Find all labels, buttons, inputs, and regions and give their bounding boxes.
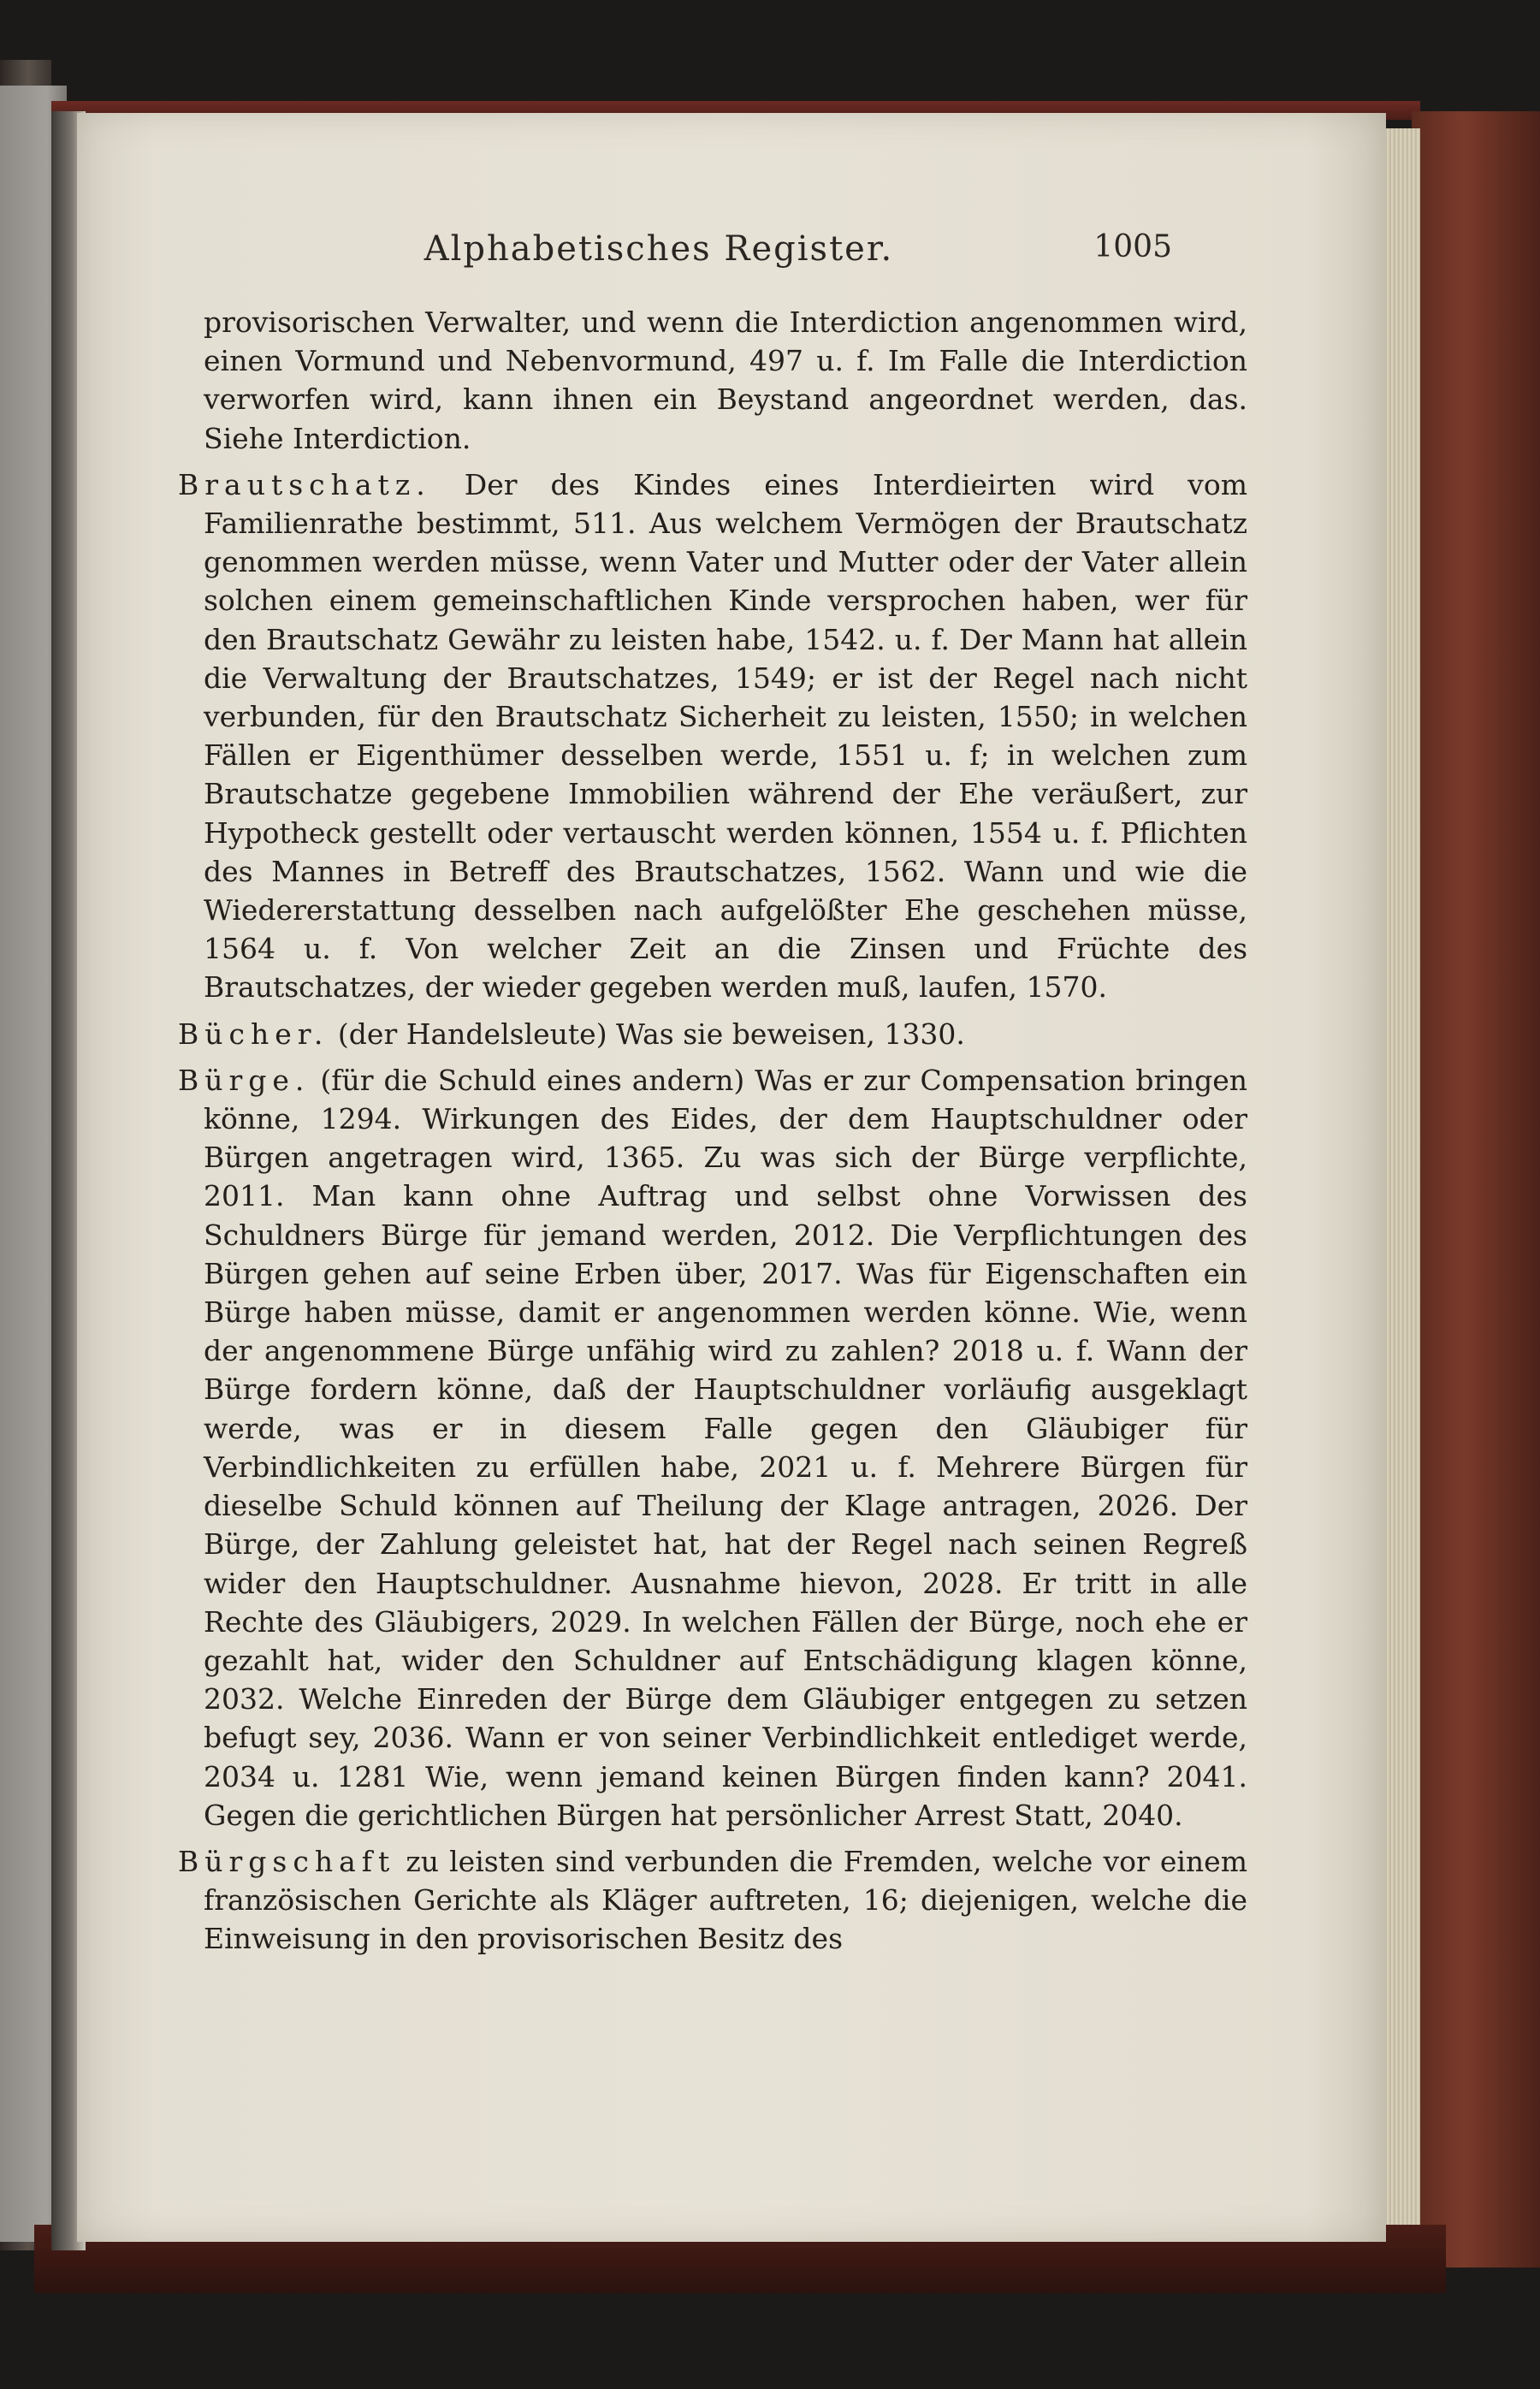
entry-text: zu leisten sind verbunden die Fremden, welche vor einem französischen Gerichte als Kläger auftreten, 16; diejenigen, welche die Einweisung in den provisorischen Besitz des bbox=[204, 1844, 1247, 1956]
index-entry bbox=[178, 465, 1247, 1007]
running-head: Alphabetisches Register. bbox=[424, 229, 894, 269]
index-body bbox=[178, 303, 1247, 1966]
page bbox=[77, 113, 1386, 2242]
entry-text: (für die Schuld eines andern) Was er zur Compensation bringen könne, 1294. Wirkungen des Eides, der dem Hauptschuldner oder Bürgen angetragen wird, 1365. Zu was sich der Bürge verpflichte, 2011. Man kann ohne Auftrag und selbst ohne Vorwissen des Schuldners Bürge für jemand werden, 2012. Die Verpflichtungen des Bürgen gehen auf seine Erben über, 2017. Was für Eigenschaften ein Bürge haben müsse, damit er angenommen werden könne. Wie, wenn der angenommene Bürge unfähig wird zu zahlen? 2018 u. f. Wann der Bürge fordern könne, daß der Hauptschuldner vorläufig ausgeklagt werde, was er in diesem Falle gegen den Gläubiger für Verbindlichkeiten zu erfüllen habe, 2021 u. f. Mehrere Bürgen für dieselbe Schuld können auf Theilung der Klage antragen, 2026. Der Bürge, der Zahlung geleistet hat, hat der Regel nach seinen Regreß wider den Hauptschuldner. Ausnahme hievon, 2028. Er tritt in alle Rechte des Gläubigers, 2029. In welchen Fällen der Bürge, noch ehe er gezahlt hat, wider den Schuldner auf Entschädigung klagen könne, 2032. Welche Einreden der Bürge dem Gläubiger entgegen zu setzen befugt sey, 2036. Wann er von seiner Verbindlichkeit entlediget werde, 2034 u. 1281 Wie, wenn jemand keinen Bürgen finden kann? 2041. Gegen die gerichtlichen Bürgen hat persönlicher Arrest Statt, 2040. bbox=[204, 1063, 1247, 1832]
entry-lemma: Bürgschaft bbox=[178, 1844, 396, 1878]
entry-lemma: Brautschatz. bbox=[178, 467, 431, 501]
entry-text: (der Handelsleute) Was sie beweisen, 1330. bbox=[337, 1017, 965, 1051]
index-entry bbox=[178, 1842, 1247, 1959]
page-number: 1005 bbox=[1093, 229, 1172, 264]
entry-text: provisorischen Verwalter, und wenn die Interdiction angenommen wird, einen Vormund und Nebenvormund, 497 u. f. Im Falle die Interdiction verworfen wird, kann ihnen ein Beystand angeordnet werden, das. Siehe Interdiction. bbox=[204, 305, 1247, 455]
entry-text: Der des Kindes eines Interdieirten wird vom Familienrathe bestimmt, 511. Aus welchem Vermögen der Brautschatz genommen werden müsse, wenn Vater und Mutter oder der Vater allein solchen einem gemeinschaftlichen Kinde versprochen haben, wer für den Brautschatz Gewähr zu leisten habe, 1542. u. f. Der Mann hat allein die Verwaltung der Brautschatzes, 1549; er ist der Regel nach nicht verbunden, für den Brautschatz Sicherheit zu leisten, 1550; in welchen Fällen er Eigenthümer desselben werde, 1551 u. f; in welchen zum Brautschatze gegebene Immobilien während der Ehe veräußert, zur Hypotheck gestellt oder vertauscht werden können, 1554 u. f. Pflichten des Mannes in Betreff des Brautschatzes, 1562. Wann und wie die Wiedererstattung desselben nach aufgelößter Ehe geschehen müsse, 1564 u. f. Von welcher Zeit an die Zinsen und Früchte des Brautschatzes, der wieder gegeben werden muß, laufen, 1570. bbox=[204, 467, 1247, 1005]
entry-lemma: Bürge. bbox=[178, 1063, 311, 1097]
index-entry bbox=[178, 1015, 1247, 1053]
right-cover bbox=[1412, 111, 1540, 2267]
entry-lemma: Bücher. bbox=[178, 1017, 329, 1051]
index-entry bbox=[178, 1061, 1247, 1835]
index-entry bbox=[178, 303, 1247, 458]
